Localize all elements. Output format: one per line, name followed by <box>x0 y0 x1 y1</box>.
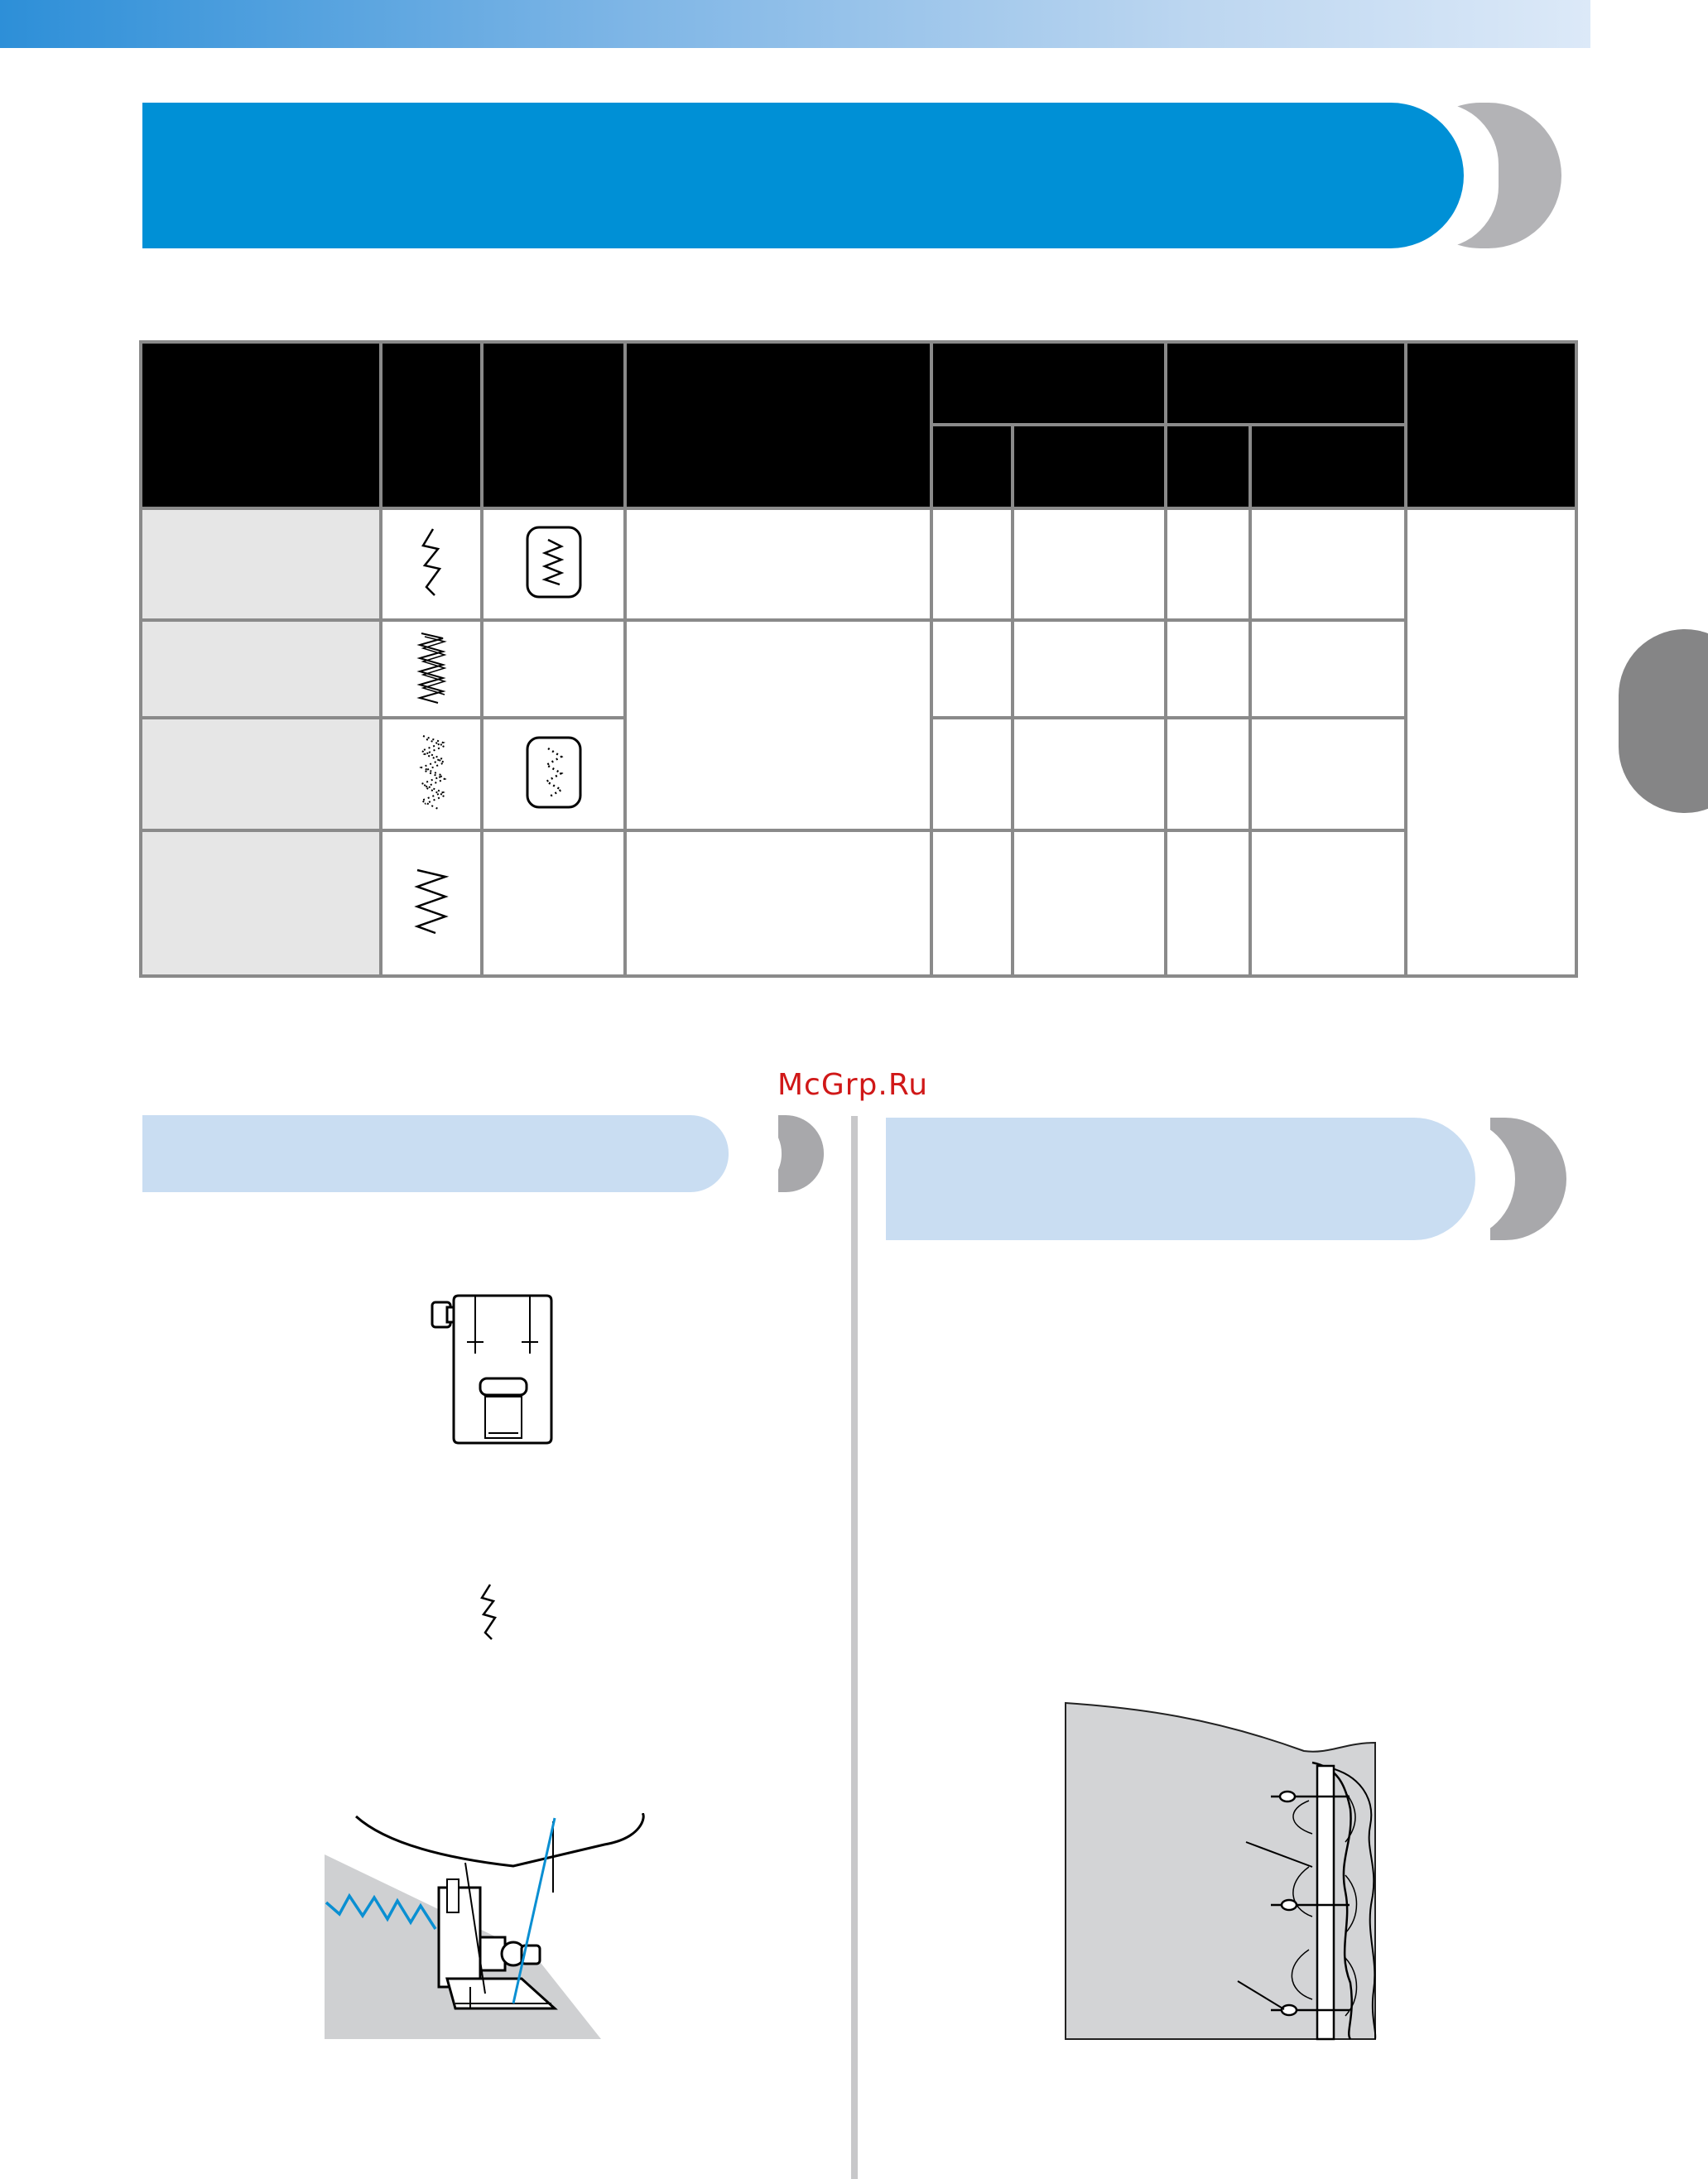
width-auto-cell <box>931 508 1013 620</box>
stitch-name-cell <box>141 508 381 620</box>
stitch-key-cell <box>482 620 625 718</box>
table-row <box>141 508 1576 620</box>
watermark-text: McGrp.Ru <box>777 1068 929 1102</box>
header-presser-foot <box>1406 342 1576 508</box>
stitch-pattern-cell <box>381 718 482 830</box>
chapter-side-tab <box>1619 629 1708 813</box>
width-manual-cell <box>1013 718 1166 830</box>
width-auto-cell <box>931 620 1013 718</box>
length-manual-cell <box>1250 830 1406 976</box>
presser-foot-icon <box>422 1287 555 1445</box>
application-cell <box>625 508 931 620</box>
lightning-stitch-icon <box>477 1583 502 1641</box>
gathered-fabric-illustration <box>1064 1701 1378 2041</box>
page-title-bar <box>142 103 1464 248</box>
length-auto-cell <box>1166 620 1250 718</box>
top-header-band <box>0 0 1590 48</box>
stitch-key-cell <box>482 508 625 620</box>
stitch-name-cell <box>141 620 381 718</box>
length-manual-cell <box>1250 508 1406 620</box>
section-bar-tab-shadow <box>778 1115 824 1192</box>
length-auto-cell <box>1166 718 1250 830</box>
header-width-auto <box>931 425 1013 507</box>
width-manual-cell <box>1013 620 1166 718</box>
table-row <box>141 620 1576 718</box>
length-auto-cell <box>1166 830 1250 976</box>
stitch-key-cell <box>482 718 625 830</box>
stitch-pattern-cell <box>381 830 482 976</box>
stitch-name-cell <box>141 830 381 976</box>
header-stitch-name <box>141 342 381 508</box>
header-length-manual <box>1250 425 1406 507</box>
header-stitch-length <box>1166 342 1406 425</box>
header-pattern <box>381 342 482 508</box>
sewing-machine-illustration <box>323 1813 654 2041</box>
lightning-stitch-key-icon[interactable] <box>525 525 583 599</box>
stitch-pattern-cell <box>381 620 482 718</box>
dotted-zigzag-stitch-icon <box>413 733 450 812</box>
length-manual-cell <box>1250 620 1406 718</box>
section-bar-tab-gap <box>732 1115 782 1192</box>
dotted-zigzag-key-icon[interactable] <box>525 735 583 810</box>
section-heading-bar-left <box>142 1115 729 1192</box>
width-manual-cell <box>1013 830 1166 976</box>
stitch-pattern-cell <box>381 508 482 620</box>
lightning-stitch-icon <box>415 527 448 597</box>
stitch-key-cell <box>482 830 625 976</box>
header-stitch-width <box>931 342 1166 425</box>
width-manual-cell <box>1013 508 1166 620</box>
length-manual-cell <box>1250 718 1406 830</box>
application-cell <box>625 830 931 976</box>
width-auto-cell <box>931 718 1013 830</box>
header-length-auto <box>1166 425 1250 507</box>
header-application <box>625 342 931 508</box>
wide-zigzag-stitch-icon <box>411 867 452 936</box>
section-heading-bar-right <box>886 1118 1475 1240</box>
stitch-name-cell <box>141 718 381 830</box>
header-key <box>482 342 625 508</box>
triple-zigzag-stitch-icon <box>413 630 450 705</box>
header-width-manual <box>1013 425 1166 507</box>
table-row <box>141 830 1576 976</box>
stitch-settings-table <box>139 340 1578 978</box>
length-auto-cell <box>1166 508 1250 620</box>
width-auto-cell <box>931 830 1013 976</box>
column-divider <box>851 1116 858 2179</box>
presser-foot-cell <box>1406 508 1576 977</box>
application-cell <box>625 620 931 831</box>
